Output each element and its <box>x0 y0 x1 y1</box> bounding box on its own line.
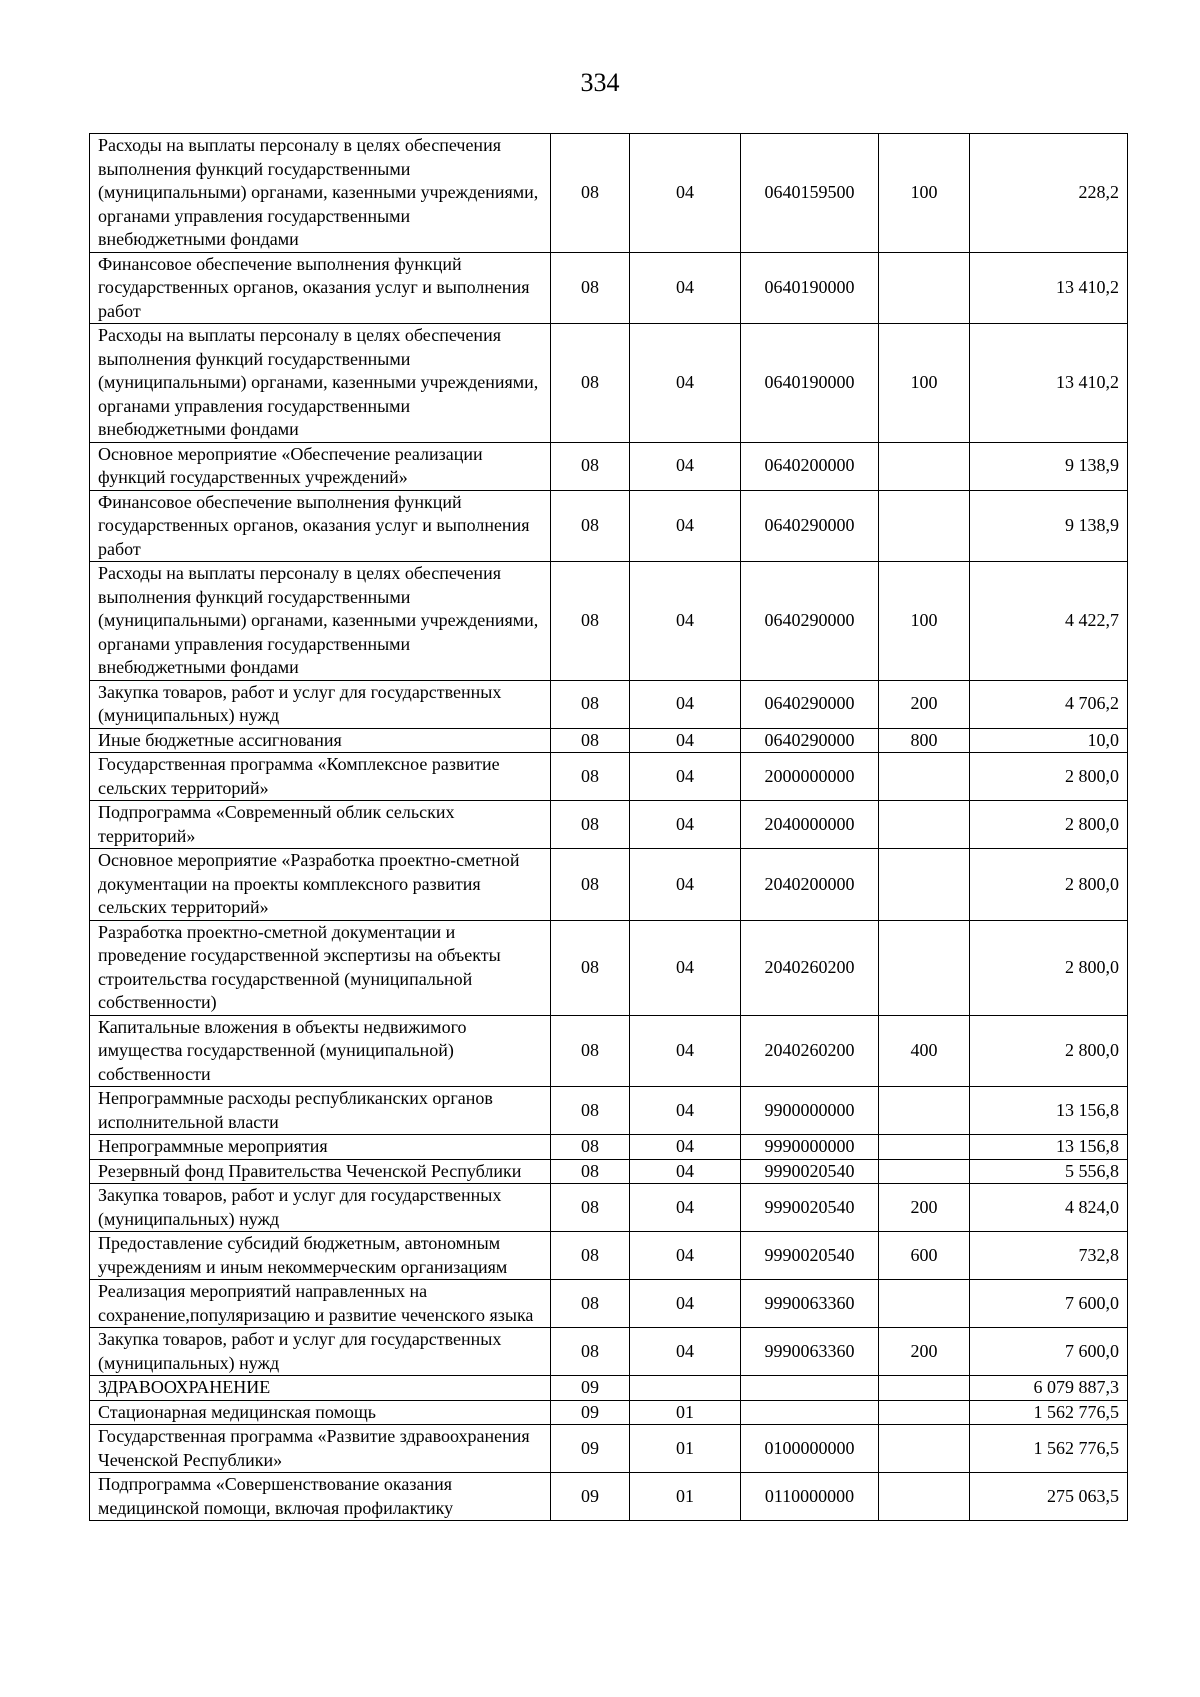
row-section-cell: 08 <box>551 1280 630 1328</box>
row-target-article-cell: 2040260200 <box>741 920 879 1015</box>
row-expense-type-cell <box>879 801 970 849</box>
row-subsection-cell: 04 <box>630 1280 741 1328</box>
row-amount-cell: 6 079 887,3 <box>970 1376 1128 1401</box>
table-row <box>90 801 1128 849</box>
row-expense-type-cell: 100 <box>879 134 970 253</box>
table-row <box>90 1015 1128 1087</box>
row-subsection-cell: 04 <box>630 849 741 921</box>
row-name-cell: Реализация мероприятий направленных на сохранение,популяризацию и развитие чеченского языка <box>90 1280 551 1328</box>
row-subsection-cell: 04 <box>630 490 741 562</box>
row-expense-type-cell <box>879 920 970 1015</box>
row-name-cell: Расходы на выплаты персоналу в целях обеспечения выполнения функций государственными (муниципальными) органами, казенными учреждениями, органами управления государственными внебюджетными фондами <box>90 134 551 253</box>
row-amount-cell: 2 800,0 <box>970 801 1128 849</box>
row-section-cell: 08 <box>551 1135 630 1160</box>
row-amount-cell: 13 410,2 <box>970 324 1128 443</box>
row-subsection-cell: 04 <box>630 562 741 681</box>
table-row <box>90 1328 1128 1376</box>
row-target-article-cell: 2040260200 <box>741 1015 879 1087</box>
row-expense-type-cell: 200 <box>879 1328 970 1376</box>
budget-table-body <box>90 134 1128 1521</box>
row-name-cell: Основное мероприятие «Разработка проектно-сметной документации на проекты комплексного развития сельских территорий» <box>90 849 551 921</box>
row-subsection-cell: 01 <box>630 1400 741 1425</box>
row-section-cell: 08 <box>551 1087 630 1135</box>
row-amount-cell: 13 410,2 <box>970 252 1128 324</box>
row-section-cell: 08 <box>551 920 630 1015</box>
row-subsection-cell: 04 <box>630 1087 741 1135</box>
table-row <box>90 134 1128 253</box>
row-section-cell: 08 <box>551 801 630 849</box>
row-subsection-cell: 04 <box>630 753 741 801</box>
table-row <box>90 1473 1128 1521</box>
row-target-article-cell: 0100000000 <box>741 1425 879 1473</box>
row-section-cell: 08 <box>551 680 630 728</box>
row-section-cell: 09 <box>551 1376 630 1401</box>
row-section-cell: 08 <box>551 728 630 753</box>
row-target-article-cell: 0640190000 <box>741 252 879 324</box>
row-amount-cell: 228,2 <box>970 134 1128 253</box>
row-subsection-cell: 04 <box>630 1184 741 1232</box>
row-target-article-cell: 0640159500 <box>741 134 879 253</box>
row-expense-type-cell <box>879 753 970 801</box>
row-name-cell: Закупка товаров, работ и услуг для государственных (муниципальных) нужд <box>90 680 551 728</box>
row-amount-cell: 7 600,0 <box>970 1328 1128 1376</box>
row-subsection-cell: 04 <box>630 252 741 324</box>
row-expense-type-cell <box>879 1376 970 1401</box>
row-target-article-cell: 9990020540 <box>741 1184 879 1232</box>
row-name-cell: Финансовое обеспечение выполнения функций государственных органов, оказания услуг и выполнения работ <box>90 490 551 562</box>
row-section-cell: 08 <box>551 1159 630 1184</box>
row-expense-type-cell <box>879 1135 970 1160</box>
row-amount-cell: 2 800,0 <box>970 1015 1128 1087</box>
row-expense-type-cell <box>879 1400 970 1425</box>
row-subsection-cell: 04 <box>630 1159 741 1184</box>
row-target-article-cell: 9990020540 <box>741 1232 879 1280</box>
row-amount-cell: 2 800,0 <box>970 920 1128 1015</box>
table-row <box>90 849 1128 921</box>
row-name-cell: Расходы на выплаты персоналу в целях обеспечения выполнения функций государственными (муниципальными) органами, казенными учреждениями, органами управления государственными внебюджетными фондами <box>90 324 551 443</box>
table-row <box>90 562 1128 681</box>
row-target-article-cell: 9990000000 <box>741 1135 879 1160</box>
table-row <box>90 490 1128 562</box>
row-target-article-cell: 0640200000 <box>741 442 879 490</box>
table-row <box>90 728 1128 753</box>
table-row <box>90 1232 1128 1280</box>
row-amount-cell: 1 562 776,5 <box>970 1400 1128 1425</box>
row-section-cell: 08 <box>551 753 630 801</box>
row-target-article-cell: 2040200000 <box>741 849 879 921</box>
row-expense-type-cell: 100 <box>879 562 970 681</box>
row-subsection-cell: 04 <box>630 1232 741 1280</box>
row-expense-type-cell <box>879 1425 970 1473</box>
row-name-cell: Резервный фонд Правительства Чеченской Республики <box>90 1159 551 1184</box>
row-expense-type-cell <box>879 1280 970 1328</box>
table-row <box>90 1280 1128 1328</box>
row-expense-type-cell <box>879 442 970 490</box>
row-expense-type-cell: 200 <box>879 680 970 728</box>
row-section-cell: 08 <box>551 1015 630 1087</box>
row-section-cell: 08 <box>551 849 630 921</box>
row-target-article-cell: 0640290000 <box>741 490 879 562</box>
row-section-cell: 08 <box>551 252 630 324</box>
table-row <box>90 1159 1128 1184</box>
row-subsection-cell <box>630 1376 741 1401</box>
row-name-cell: Разработка проектно-сметной документации и проведение государственной экспертизы на объекты строительства государственной (муниципальной собственности) <box>90 920 551 1015</box>
row-name-cell: Государственная программа «Развитие здравоохранения Чеченской Республики» <box>90 1425 551 1473</box>
row-target-article-cell: 9900000000 <box>741 1087 879 1135</box>
row-subsection-cell: 04 <box>630 728 741 753</box>
row-subsection-cell: 04 <box>630 680 741 728</box>
row-name-cell: Иные бюджетные ассигнования <box>90 728 551 753</box>
row-section-cell: 08 <box>551 324 630 443</box>
row-amount-cell: 4 824,0 <box>970 1184 1128 1232</box>
row-subsection-cell: 04 <box>630 134 741 253</box>
budget-table <box>89 133 1128 1521</box>
row-section-cell: 08 <box>551 1232 630 1280</box>
row-subsection-cell: 04 <box>630 920 741 1015</box>
table-row <box>90 680 1128 728</box>
table-row <box>90 1184 1128 1232</box>
row-expense-type-cell: 400 <box>879 1015 970 1087</box>
row-section-cell: 08 <box>551 490 630 562</box>
row-name-cell: Подпрограмма «Совершенствование оказания медицинской помощи, включая профилактику <box>90 1473 551 1521</box>
row-name-cell: Расходы на выплаты персоналу в целях обеспечения выполнения функций государственными (муниципальными) органами, казенными учреждениями, органами управления государственными внебюджетными фондами <box>90 562 551 681</box>
row-name-cell: Основное мероприятие «Обеспечение реализации функций государственных учреждений» <box>90 442 551 490</box>
row-expense-type-cell: 800 <box>879 728 970 753</box>
row-name-cell: Финансовое обеспечение выполнения функций государственных органов, оказания услуг и выполнения работ <box>90 252 551 324</box>
row-expense-type-cell <box>879 252 970 324</box>
row-expense-type-cell <box>879 849 970 921</box>
row-amount-cell: 10,0 <box>970 728 1128 753</box>
row-section-cell: 09 <box>551 1400 630 1425</box>
table-row <box>90 1425 1128 1473</box>
row-amount-cell: 1 562 776,5 <box>970 1425 1128 1473</box>
row-name-cell: Подпрограмма «Современный облик сельских территорий» <box>90 801 551 849</box>
row-target-article-cell: 0640290000 <box>741 728 879 753</box>
table-row <box>90 920 1128 1015</box>
row-amount-cell: 732,8 <box>970 1232 1128 1280</box>
row-amount-cell: 275 063,5 <box>970 1473 1128 1521</box>
table-row <box>90 1400 1128 1425</box>
row-expense-type-cell: 100 <box>879 324 970 443</box>
row-name-cell: Предоставление субсидий бюджетным, автономным учреждениям и иным некоммерческим организациям <box>90 1232 551 1280</box>
row-target-article-cell: 0110000000 <box>741 1473 879 1521</box>
row-amount-cell: 2 800,0 <box>970 753 1128 801</box>
row-section-cell: 08 <box>551 134 630 253</box>
row-name-cell: ЗДРАВООХРАНЕНИЕ <box>90 1376 551 1401</box>
row-name-cell: Закупка товаров, работ и услуг для государственных (муниципальных) нужд <box>90 1184 551 1232</box>
row-section-cell: 08 <box>551 1184 630 1232</box>
row-subsection-cell: 01 <box>630 1425 741 1473</box>
row-expense-type-cell <box>879 1159 970 1184</box>
row-target-article-cell: 0640290000 <box>741 680 879 728</box>
row-target-article-cell: 2000000000 <box>741 753 879 801</box>
row-subsection-cell: 01 <box>630 1473 741 1521</box>
row-name-cell: Стационарная медицинская помощь <box>90 1400 551 1425</box>
table-row <box>90 1135 1128 1160</box>
row-expense-type-cell: 600 <box>879 1232 970 1280</box>
row-expense-type-cell: 200 <box>879 1184 970 1232</box>
row-expense-type-cell <box>879 490 970 562</box>
row-subsection-cell: 04 <box>630 1328 741 1376</box>
row-section-cell: 09 <box>551 1473 630 1521</box>
row-target-article-cell: 0640290000 <box>741 562 879 681</box>
row-amount-cell: 13 156,8 <box>970 1087 1128 1135</box>
row-amount-cell: 9 138,9 <box>970 490 1128 562</box>
table-row <box>90 252 1128 324</box>
row-section-cell: 08 <box>551 1328 630 1376</box>
row-subsection-cell: 04 <box>630 1015 741 1087</box>
row-subsection-cell: 04 <box>630 1135 741 1160</box>
row-amount-cell: 13 156,8 <box>970 1135 1128 1160</box>
table-row <box>90 753 1128 801</box>
row-amount-cell: 2 800,0 <box>970 849 1128 921</box>
row-target-article-cell: 9990063360 <box>741 1328 879 1376</box>
row-amount-cell: 5 556,8 <box>970 1159 1128 1184</box>
row-amount-cell: 4 706,2 <box>970 680 1128 728</box>
row-target-article-cell: 9990063360 <box>741 1280 879 1328</box>
row-amount-cell: 4 422,7 <box>970 562 1128 681</box>
table-row <box>90 442 1128 490</box>
row-name-cell: Непрограммные расходы республиканских органов исполнительной власти <box>90 1087 551 1135</box>
table-row <box>90 324 1128 443</box>
table-row <box>90 1376 1128 1401</box>
row-amount-cell: 7 600,0 <box>970 1280 1128 1328</box>
row-subsection-cell: 04 <box>630 442 741 490</box>
row-subsection-cell: 04 <box>630 324 741 443</box>
row-section-cell: 08 <box>551 562 630 681</box>
row-target-article-cell <box>741 1400 879 1425</box>
row-target-article-cell <box>741 1376 879 1401</box>
row-section-cell: 09 <box>551 1425 630 1473</box>
row-name-cell: Государственная программа «Комплексное развитие сельских территорий» <box>90 753 551 801</box>
row-expense-type-cell <box>879 1087 970 1135</box>
row-target-article-cell: 2040000000 <box>741 801 879 849</box>
row-subsection-cell: 04 <box>630 801 741 849</box>
row-name-cell: Закупка товаров, работ и услуг для государственных (муниципальных) нужд <box>90 1328 551 1376</box>
row-target-article-cell: 9990020540 <box>741 1159 879 1184</box>
row-amount-cell: 9 138,9 <box>970 442 1128 490</box>
row-target-article-cell: 0640190000 <box>741 324 879 443</box>
table-row <box>90 1087 1128 1135</box>
row-section-cell: 08 <box>551 442 630 490</box>
row-name-cell: Капитальные вложения в объекты недвижимого имущества государственной (муниципальной) собственности <box>90 1015 551 1087</box>
page-number: 334 <box>580 68 620 97</box>
row-expense-type-cell <box>879 1473 970 1521</box>
row-name-cell: Непрограммные мероприятия <box>90 1135 551 1160</box>
